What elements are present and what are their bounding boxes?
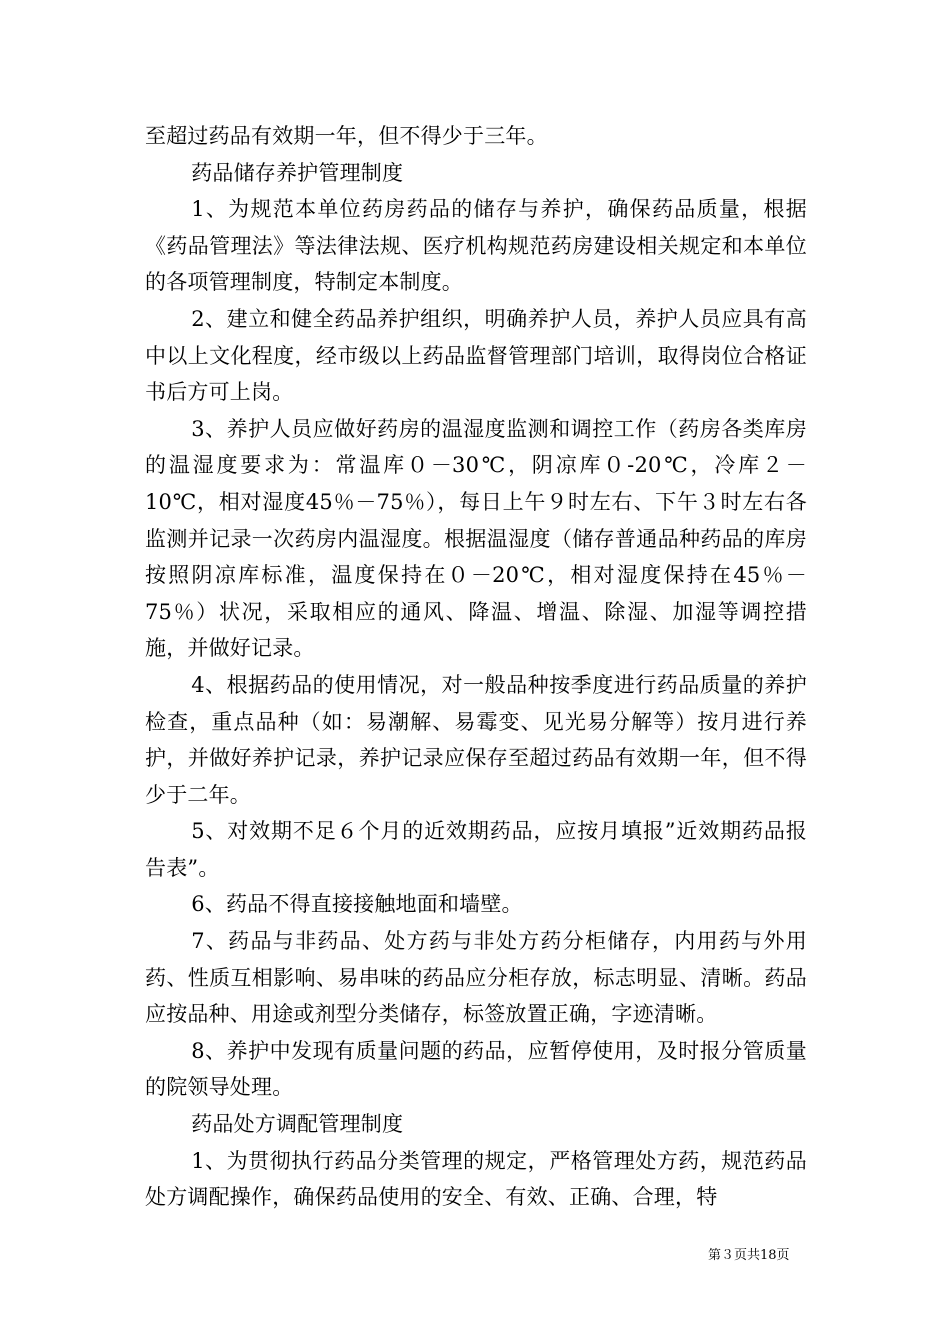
paragraph-item-4: 4、根据药品的使用情况，对一般品种按季度进行药品质量的养护检查，重点品种（如：易潮解、易霉变、见光易分解等）按月进行养护，并做好养护记录，养护记录应保存至超过药品有效期一年，但不得少于二年。 (145, 672, 807, 807)
paragraph-item-2: 2、建立和健全药品养护组织，明确养护人员，养护人员应具有高中以上文化程度，经市级以上药品监督管理部门培训，取得岗位合格证书后方可上岗。 (145, 306, 807, 405)
paragraph-item-dispensing-1: 1、为贯彻执行药品分类管理的规定，严格管理处方药，规范药品处方调配操作，确保药品使用的安全、有效、正确、合理，特 (145, 1148, 807, 1210)
paragraph-item-8: 8、养护中发现有质量问题的药品，应暂停使用，及时报分管质量的院领导处理。 (145, 1038, 807, 1100)
paragraph-item-5: 5、对效期不足６个月的近效期药品，应按月填报”近效期药品报告表”。 (145, 819, 807, 880)
paragraph-item-6: 6、药品不得直接接触地面和墙壁。 (191, 892, 523, 917)
paragraph-item-7: 7、药品与非药品、处方药与非处方药分柜储存，内用药与外用药、性质互相影响、易串味的药品应分柜存放，标志明显、清晰。药品应按品种、用途或剂型分类储存，标签放置正确，字迹清晰。 (145, 929, 807, 1027)
paragraph-item-3: 3、养护人员应做好药房的温湿度监测和调控工作（药房各类库房的温湿度要求为：常温库０－30℃，阴凉库０-20℃，冷库２－10℃，相对湿度45％－75％），每日上午９时左右、下午３时左右各监测并记录一次药房内温湿度。根据温湿度（储存普通品种药品的库房按照阴凉库标准，温度保持在０－20℃，相对湿度保持在45％－75％）状况，采取相应的通风、降温、增温、除湿、加湿等调控措施，并做好记录。 (145, 416, 807, 661)
section-heading-dispensing: 药品处方调配管理制度 (191, 1112, 404, 1137)
document-body (145, 118, 807, 1216)
paragraph-item-1: 1、为规范本单位药房药品的储存与养护，确保药品质量，根据《药品管理法》等法律法规、医疗机构规范药房建设相关规定和本单位的各项管理制度，特制定本制度。 (145, 197, 807, 295)
paragraph-continuation: 至超过药品有效期一年，但不得少于三年。 (145, 124, 548, 148)
page-number: 第３页共18页 (708, 1248, 790, 1263)
section-heading-storage: 药品储存养护管理制度 (191, 160, 404, 185)
